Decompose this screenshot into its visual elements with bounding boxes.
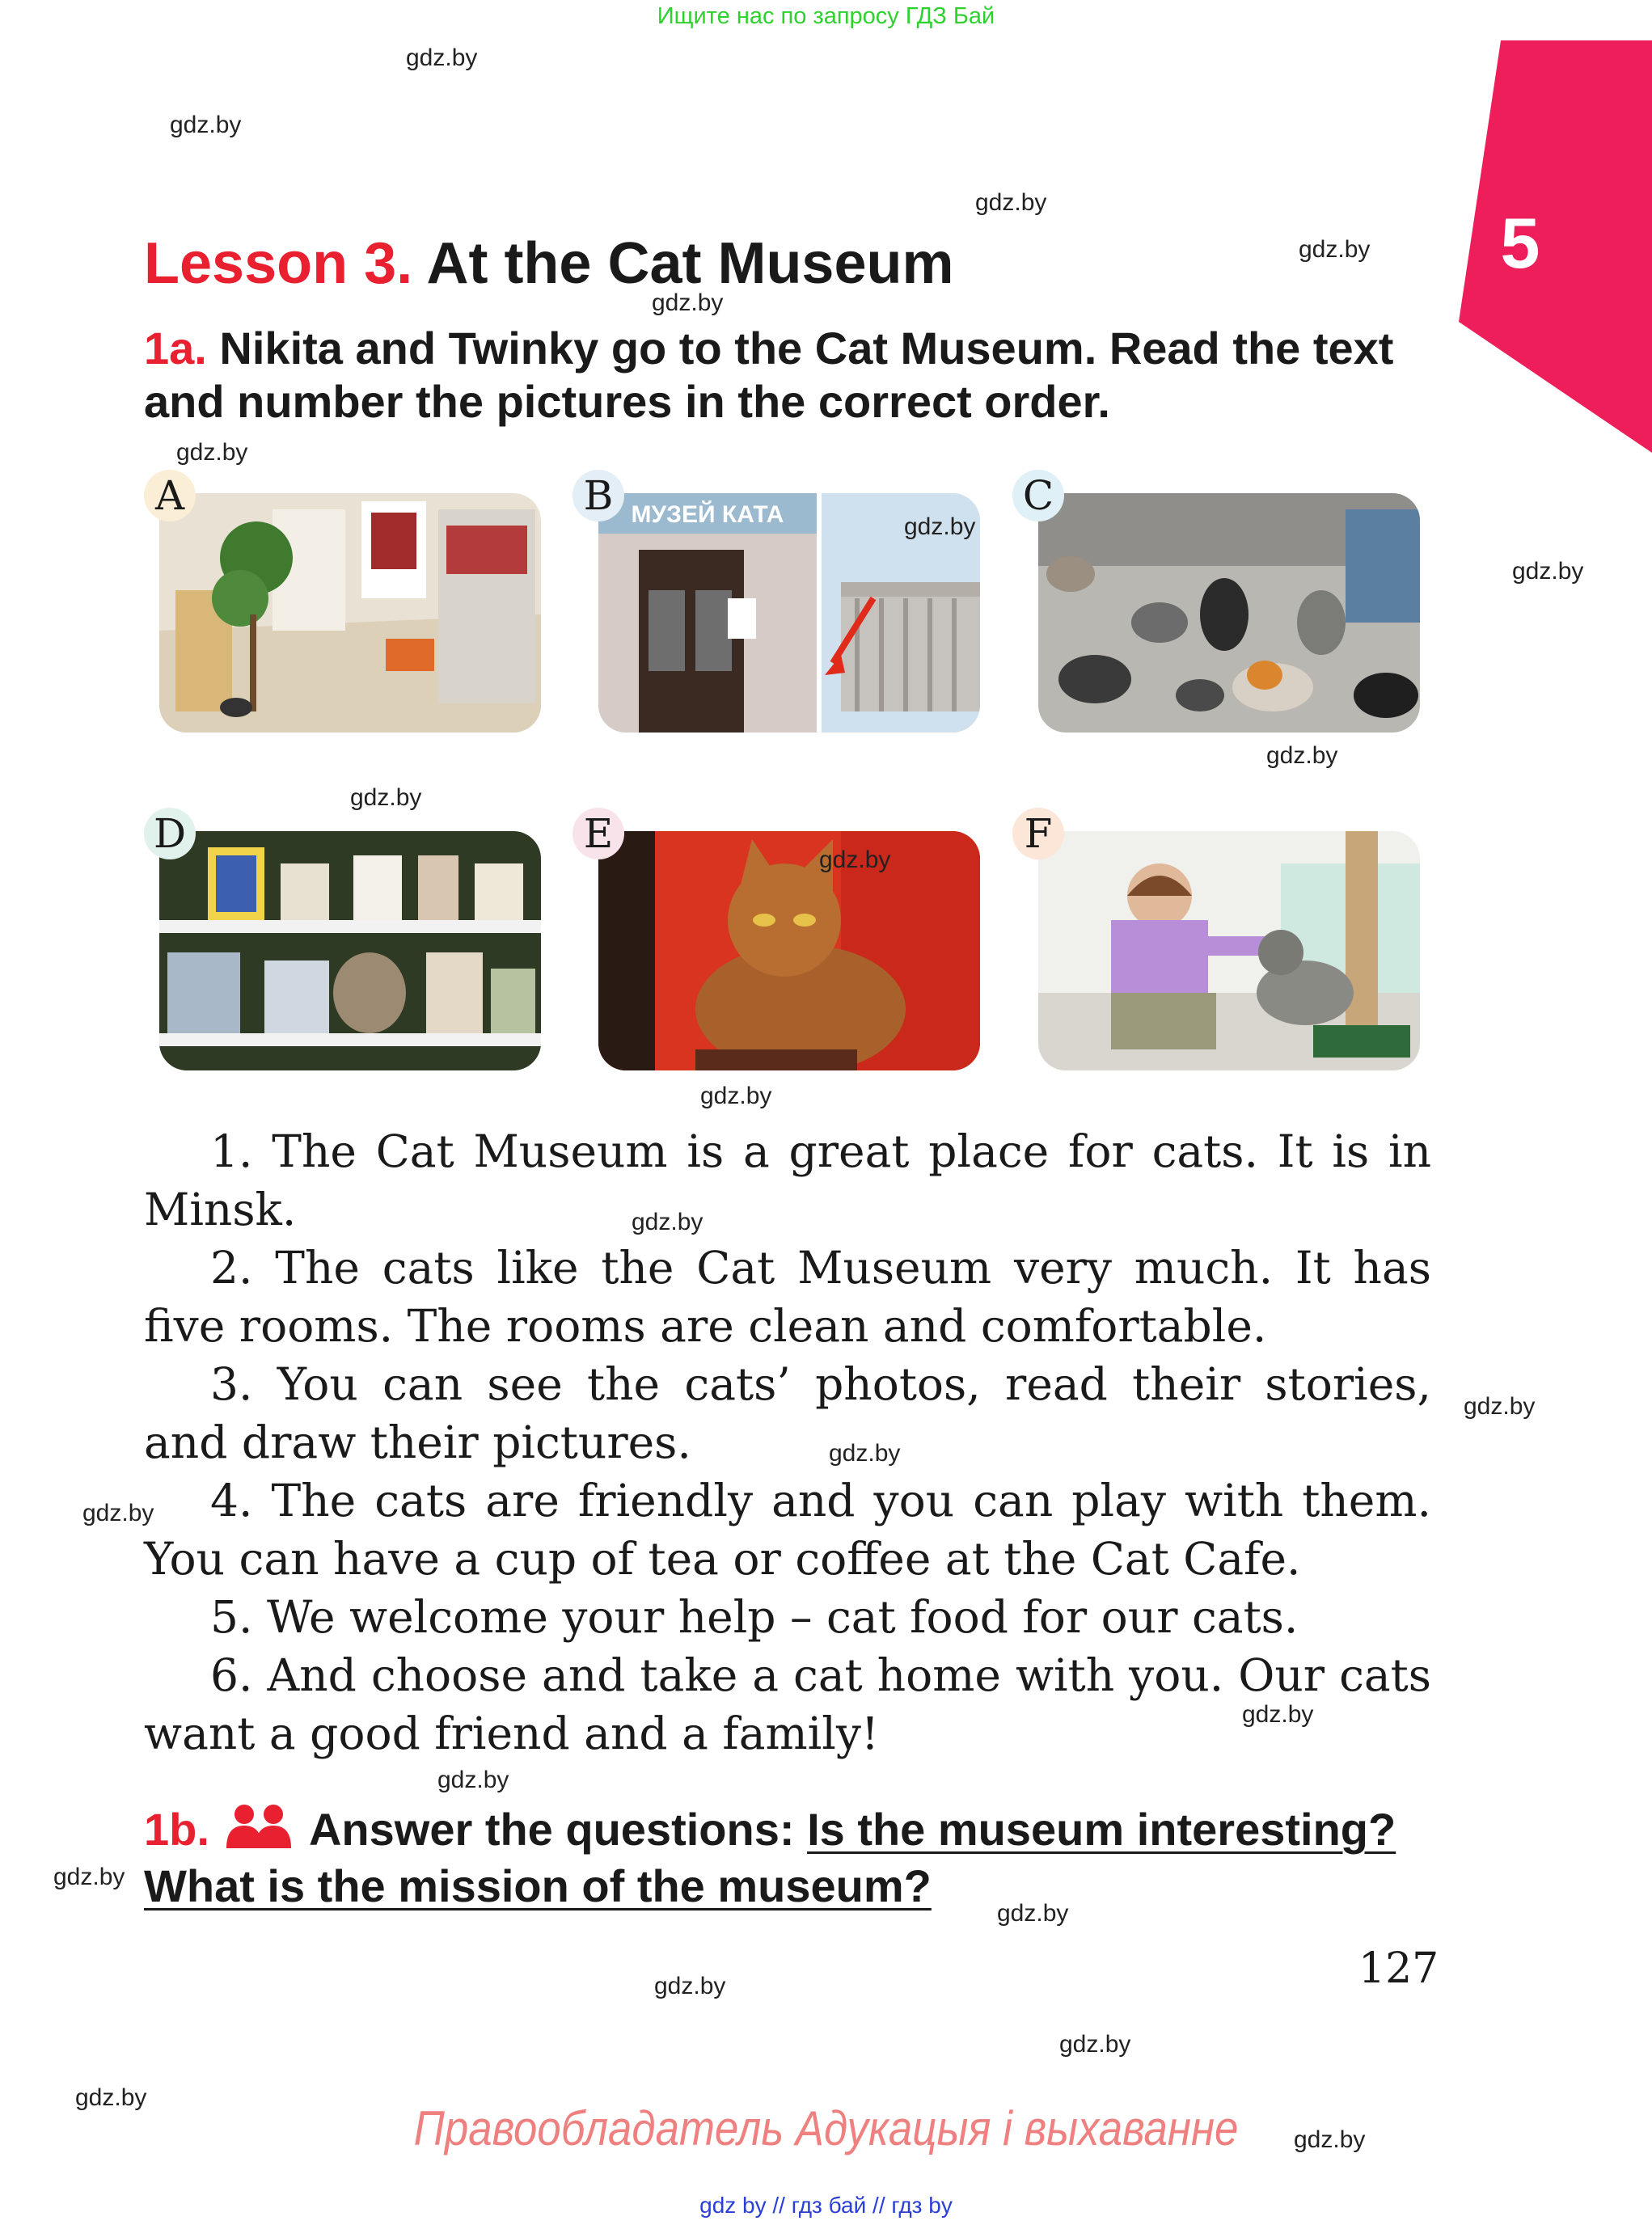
watermark: gdz.by xyxy=(904,513,976,540)
watermark: gdz.by xyxy=(700,1083,772,1109)
watermark: gdz.by xyxy=(829,1440,901,1467)
watermark: gdz.by xyxy=(1464,1393,1536,1420)
watermark: gdz.by xyxy=(437,1767,509,1793)
photo-a-museum-hall xyxy=(159,493,541,733)
watermark: gdz.by xyxy=(654,1973,726,1999)
paragraph-6: 6. And choose and take a cat home with you. Our cats want a good friend and a family! xyxy=(144,1649,1431,1759)
photo-e-ginger-cat xyxy=(598,831,980,1070)
watermark: gdz.by xyxy=(632,1209,703,1235)
task-1a-label: 1a. xyxy=(144,323,207,374)
watermark: gdz.by xyxy=(350,784,422,811)
badge-f: F xyxy=(1012,808,1064,859)
watermark: gdz.by xyxy=(997,1900,1069,1927)
watermark: gdz.by xyxy=(1266,742,1338,769)
watermark: gdz.by xyxy=(975,189,1047,216)
paragraph-5: 5. We welcome your help – cat food for our cats. xyxy=(210,1591,1299,1643)
watermark: gdz.by xyxy=(652,289,724,316)
badge-d: D xyxy=(144,808,196,859)
watermark: gdz.by xyxy=(170,112,242,138)
watermark: gdz.by xyxy=(1242,1701,1314,1728)
sign-text: МУЗЕЙ КАТА xyxy=(631,501,784,528)
photo-f-girl-petting-cat xyxy=(1038,831,1420,1070)
watermark: gdz.by xyxy=(406,44,478,71)
watermark: gdz.by xyxy=(82,1500,154,1526)
lesson-name: At the Cat Museum xyxy=(426,231,954,296)
bottom-links[interactable]: gdz by // гдз бай // гдз by xyxy=(699,2193,953,2218)
question-1: Is the museum interesting? xyxy=(807,1804,1396,1855)
watermark: gdz.by xyxy=(75,2084,147,2111)
task-1b-label: 1b. xyxy=(144,1804,209,1855)
task-1b-lead: Answer the questions: xyxy=(308,1804,795,1855)
paragraph-4: 4. The cats are friendly and you can play with them. You can have a cup of tea or coffee at the Cat Cafe. xyxy=(144,1475,1431,1585)
copyright-notice: Правообладатель Адукацыя і выхаванне xyxy=(413,2101,1239,2155)
paragraph-2: 2. The cats like the Cat Museum very much. It has five rooms. The rooms are clean and comfortable. xyxy=(144,1242,1431,1352)
watermark: gdz.by xyxy=(176,439,248,466)
watermark: gdz.by xyxy=(1059,2031,1131,2058)
question-2: What is the mission of the museum? xyxy=(144,1860,932,1911)
photo-d-cat-photos-on-shelves xyxy=(159,831,541,1070)
badge-c: C xyxy=(1012,470,1064,521)
paragraph-1: 1. The Cat Museum is a great place for cats. It is in Minsk. xyxy=(144,1125,1431,1235)
watermark: gdz.by xyxy=(1512,558,1584,585)
watermark: gdz.by xyxy=(1299,236,1371,263)
watermark: gdz.by xyxy=(53,1864,125,1890)
badge-b: B xyxy=(572,470,624,521)
task-1b xyxy=(144,1801,1438,1915)
task-1a-text: Nikita and Twinky go to the Cat Museum. Read the text and number the pictures in the correct order. xyxy=(144,323,1394,427)
badge-a: A xyxy=(144,470,196,521)
page-number: 127 xyxy=(1358,1944,1439,1993)
top-banner[interactable]: Ищите нас по запросу ГДЗ Бай xyxy=(657,3,995,29)
pair-work-icon xyxy=(226,1803,293,1848)
task-1a xyxy=(144,322,1438,429)
lesson-title xyxy=(144,230,954,297)
reading-text xyxy=(144,1122,1431,1763)
watermark: gdz.by xyxy=(819,847,891,873)
paragraph-3: 3. You can see the cats’ photos, read their stories, and draw their pictures. xyxy=(144,1358,1431,1468)
badge-e: E xyxy=(572,808,624,859)
lesson-number: Lesson 3. xyxy=(144,231,413,296)
unit-number: 5 xyxy=(1500,203,1540,283)
watermark: gdz.by xyxy=(1294,2126,1366,2153)
photo-c-group-of-cats xyxy=(1038,493,1420,733)
